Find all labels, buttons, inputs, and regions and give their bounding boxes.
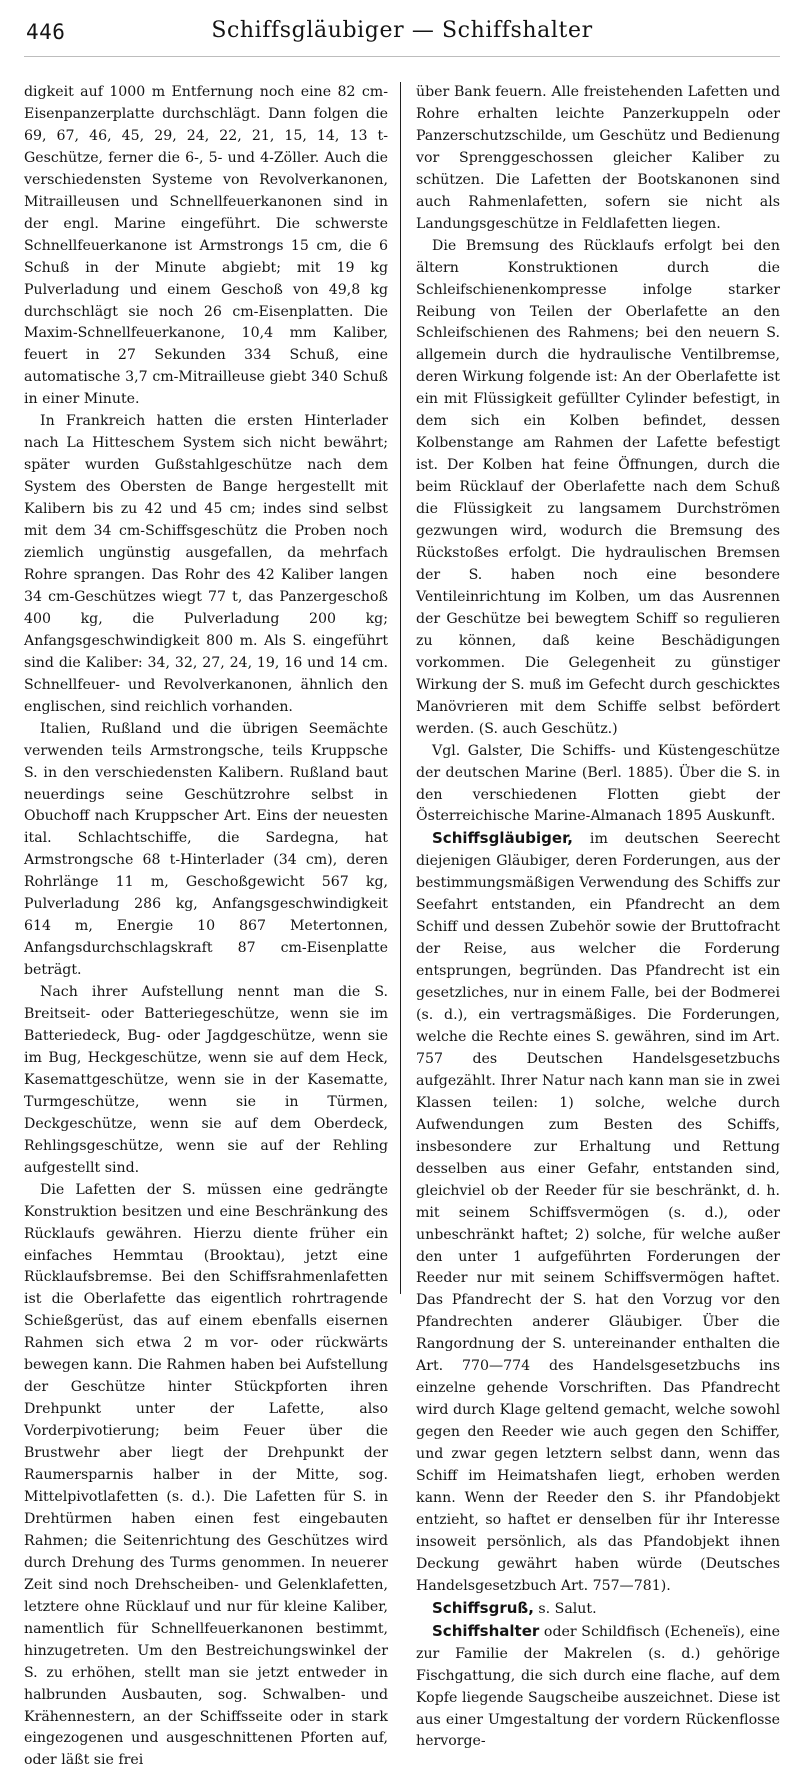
entry-text-schiffsgruss: s. Salut. — [533, 1600, 597, 1617]
text-columns — [24, 82, 780, 1769]
headword-schiffshalter: Schiffshalter — [432, 1621, 540, 1640]
left-paragraph-frankreich: In Frankreich hatten die ersten Hinterlader nach La Hitteschem System sich nicht bewährt; später wurden Gußstahlgeschütze nach dem System des Obersten de Bange hergestellt mit Kalibern bis zu 42 und 45 cm; indes sind selbst mit dem 34 cm-Schiffsgeschütz die Proben noch ziemlich ungünstig ausgefallen, da mehrfach Rohre sprangen. Das Rohr des 42 Kaliber langen 34 cm-Geschützes wiegt 77 t, das Panzergeschoß 400 kg, die Pulverladung 200 kg; Anfangsgeschwindigkeit 800 m. Als S. eingeführt sind die Kaliber: 34, 32, 27, 24, 19, 16 und 14 cm. Schnellfeuer- und Revolverkanonen, ähnlich den englischen, sind reichlich vorhanden. — [24, 413, 388, 715]
entry-schiffsgruss — [416, 1598, 780, 1621]
entry-schiffshalter — [416, 1621, 780, 1754]
right-paragraph-bremsung: Die Bremsung des Rücklaufs erfolgt bei den ältern Konstruktionen durch die Schleifschienenkompresse infolge starker Reibung von Teilen der Oberlafette an den Schleifschienen des Rahmens; bei den neuern S. allgemein durch die hydraulische Ventilbremse, deren Wirkung folgende ist: An der Oberlafette ist ein mit Flüssigkeit gefüllter Cylinder befestigt, in dem sich ein Kolben befindet, dessen Kolbenstange am Rahmen der Lafette befestigt ist. Der Kolben hat feine Öffnungen, durch die beim Rücklauf der Oberlafette nach dem Schuß die Flüssigkeit zu langsamem Durchströmen gezwungen wird, wodurch die Bremsung des Rückstoßes erfolgt. Die hydraulischen Bremsen der S. haben noch eine besondere Ventileinrichtung im Kolben, um das Ausrennen der Geschütze bei bewegtem Schiff so regulieren zu können, daß keine Beschädigungen vorkommen. Die Gelegenheit zu günstiger Wirkung der S. muß im Gefecht durch geschicktes Manövrieren mit dem Schiffe selbst befördert werden. (S. auch Geschütz.) — [416, 237, 780, 737]
left-paragraph-aufstellung: Nach ihrer Aufstellung nennt man die S. Breitseit- oder Batteriegeschütze, wenn sie im Batteriedeck, Bug- oder Jagdgeschütze, wenn sie im Bug, Heckgeschütze, wenn sie auf dem Heck, Kasemattgeschütze, wenn sie in der Kasematte, Turmgeschütze, wenn sie in Türmen, Deckgeschütze, wenn sie auf dem Oberdeck, Rehlingsgeschütze, wenn sie auf der Rehling aufgestellt sind. — [24, 984, 388, 1176]
headword-schiffsglaeubiger: Schiffsgläubiger, — [432, 829, 573, 848]
running-head: Schiffsgläubiger — Schiffshalter — [211, 18, 593, 43]
left-paragraph-continuation: digkeit auf 1000 m Entfernung noch eine 82 cm-Eisenpanzerplatte durchschlägt. Dann folgen die 69, 67, 46, 45, 29, 24, 22, 21, 15, 14, 13 t-Geschütze, ferner die 6-, 5- und 4-Zöller. Auch die verschiedensten Systeme von Revolverkanonen, Mitrailleusen und Schnellfeuerkanonen sind in der engl. Marine eingeführt. Die schwerste Schnellfeuerkanone ist Armstrongs 15 cm, die 6 Schuß in der Minute abgiebt; mit 19 kg Pulverladung und einem Geschoß von 49,8 kg durchschlägt sie noch 26 cm-Eisenplatten. Die Maxim-Schnellfeuerkanone, 10,4 mm Kaliber, feuert in 27 Sekunden 334 Schuß, eine automatische 3,7 cm-Mitrailleuse giebt 340 Schuß in einer Minute. — [24, 84, 388, 408]
left-paragraph-lafetten: Die Lafetten der S. müssen eine gedrängte Konstruktion besitzen und eine Beschränkung des Rücklaufs gewähren. Hierzu diente früher ein einfaches Hemmtau (Brooktau), jetzt eine Rücklaufsbremse. Bei den Schiffsrahmenlafetten ist die Oberlafette das eigentlich rohrtragende Schießgerüst, das auf einem ebenfalls eisernen Rahmen sich etwa 2 m vor- oder rückwärts bewegen kann. Die Rahmen haben bei Aufstellung der Geschütze hinter Stückpforten ihren Drehpunkt unter der Lafette, also Vorderpivotierung; beim Feuer über die Brustwehr aber liegt der Drehpunkt der Raumersparnis halber in der Mitte, sog. Mittelpivotlafetten (s. d.). Die Lafetten für S. in Drehtürmen haben einen fest eingebauten Rahmen; die Seitenrichtung des Geschützes wird durch Drehung des Turms genommen. In neuerer Zeit sind noch Drehscheiben- und Gelenklafetten, letztere ohne Rücklauf und nur für kleine Kaliber, namentlich für Schnellfeuerkanonen bestimmt, hinzugetreten. Um den Bestreichungswinkel der S. zu erhöhen, stellt man sie jetzt entweder in halbrunden Ausbauten, sog. Schwalben- und Krähennestern, an der Schiffsseite oder in stark eingezogenen und ausgeschnittenen Pforten auf, oder läßt sie frei — [24, 1181, 388, 1769]
page-header — [24, 6, 780, 57]
page-number: 446 — [26, 20, 66, 44]
left-paragraph-italien: Italien, Rußland und die übrigen Seemächte verwenden teils Armstrongsche, teils Kruppsche S. in den verschiedensten Kalibern. Rußland baut neuerdings seine Geschützrohre selbst in Obuchoff nach Kruppscher Art. Eins der neuesten ital. Schlachtschiffe, die Sardegna, hat Armstrongsche 68 t-Hinterlader (34 cm), deren Rohrlänge 11 m, Geschoßgewicht 567 kg, Pulverladung 286 kg, Anfangsgeschwindigkeit 614 m, Energie 10 867 Metertonnen, Anfangsdurchschlagskraft 87 cm-Eisenplatte beträgt. — [24, 720, 388, 979]
right-paragraph-continuation: über Bank feuern. Alle freistehenden Lafetten und Rohre erhalten leichte Panzerkuppeln oder Panzerschutzschilde, um Geschütz und Bedienung vor Sprenggeschossen gleicher Kaliber zu schützen. Die Lafetten der Bootskanonen sind auch Rahmenlafetten, sofern sie nicht als Landungsgeschütze in Feldlafetten liegen. — [416, 84, 780, 232]
entry-text-schiffshalter: oder Schildfisch (Echeneïs), eine zur Familie der Makrelen (s. d.) gehörige Fischgattung, die sich durch eine flache, auf dem Kopfe liegende Saugscheibe auszeichnet. Diese ist aus einer Umgestaltung der vordern Rückenflosse hervorge- — [416, 1623, 780, 1750]
column-divider — [400, 82, 401, 1294]
entry-text-schiffsglaeubiger: im deutschen Seerecht diejenigen Gläubiger, deren Forderungen, aus der bestimmungsmäßigen Verwendung des Schiffs zur Seefahrt entstanden, ein Pfandrecht an dem Schiff und dessen Zubehör sowie der Bruttofracht der Reise, aus welcher die Forderung entsprungen, begründen. Das Pfandrecht ist ein gesetzliches, nur in einem Falle, bei der Bodmerei (s. d.), ein vertragsmäßiges. Die Forderungen, welche die Rechte eines S. gewähren, sind im Art. 757 des Deutschen Handelsgesetzbuchs aufgezählt. Ihrer Natur nach kann man sie in zwei Klassen teilen: 1) solche, welche durch Aufwendungen zum Besten des Schiffs, insbesondere zur Erhaltung und Rettung desselben aus einer Gefahr, entstanden sind, gleichviel ob der Reeder für sie beschränkt, d. h. mit seinem Schiffsvermögen (s. d.), oder unbeschränkt haftet; 2) solche, für welche außer den unter 1 aufgeführten Forderungen der Reeder nur mit seinem Schiffsvermögen haftet. Das Pfandrecht der S. hat den Vorzug vor den Pfandrechten anderer Gläubiger. Über die Rangordnung der S. untereinander enthalten die Art. 770—774 des Handelsgesetzbuchs ins einzelne gehende Vorschriften. Das Pfandrecht wird durch Klage geltend gemacht, welche sowohl gegen den Reeder wie auch gegen den Schiffer, und zwar gegen letztern selbst dann, wenn das Schiff im Heimatshafen liegt, erhoben werden kann. Wenn der Reeder den S. ihr Pfandobjekt entzieht, so haftet er denselben für ihr Interesse insoweit persönlich, als das Pfandobjekt ihnen Deckung gewährt haben würde (Deutsches Handelsgesetzbuch Art. 757—781). — [416, 831, 780, 1594]
entry-schiffsglaeubiger — [416, 828, 780, 1597]
right-paragraph-literature: Vgl. Galster, Die Schiffs- und Küstengeschütze der deutschen Marine (Berl. 1885). Über die S. in den verschiedenen Flotten giebt der Österreichische Marine-Almanach 1895 Auskunft. — [416, 742, 780, 825]
right-column — [416, 82, 780, 1750]
encyclopedia-page — [24, 6, 780, 1769]
left-column — [24, 82, 388, 1769]
headword-schiffsgruss: Schiffsgruß, — [432, 1598, 534, 1617]
